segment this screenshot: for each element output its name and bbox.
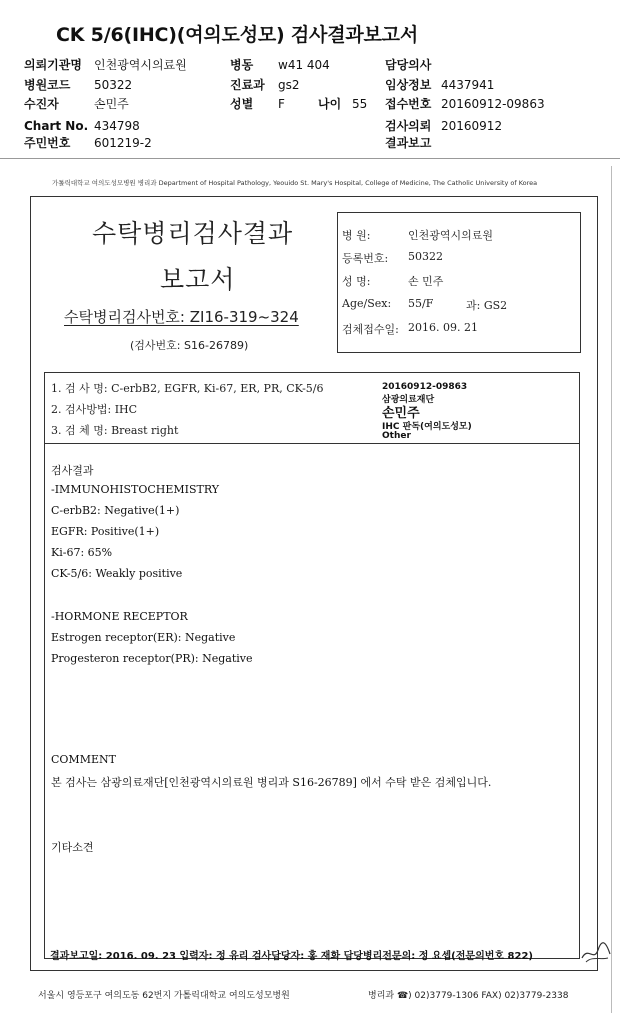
exam-info-box — [44, 372, 580, 444]
receipt-label: 접수번호 — [385, 97, 432, 111]
age-value: 55 — [352, 97, 368, 111]
org-label: 의뢰기관명 — [24, 58, 82, 72]
age-label: 나이 — [318, 97, 342, 111]
collector-label: 수진자 — [24, 97, 59, 111]
chart-label: Chart No. — [24, 119, 89, 133]
request-value: 20160912 — [441, 119, 503, 133]
report-footer: 결과보고일: 2016. 09. 23 입력자: 정 유리 검사담당자: 홍 재화 담당병리전문의: 정 요셉(전문의번호 822) — [50, 951, 533, 962]
page-title: CK 5/6(IHC)(여의도성모) 검사결과보고서 — [56, 24, 418, 46]
collector-value: 손민주 — [94, 97, 129, 111]
hospital-contact: 병리과 ☎) 02)3779-1306 FAX) 02)3779-2338 — [368, 991, 569, 1001]
result-ck56: CK-5/6: Weakly positive — [51, 567, 183, 580]
hospital-header-line: 가톨릭대학교 여의도성모병원 병리과 Department of Hospital Pathology, Yeouido St. Mary's Hospital, College of Medicine, The Catholic University of Korea — [52, 179, 538, 187]
info-hospital — [342, 227, 494, 243]
report-title-line2: 보고서 — [160, 265, 236, 294]
ward-label: 병동 — [230, 58, 254, 72]
hormone-heading: -HORMONE RECEPTOR — [51, 610, 188, 623]
sex-label: 성별 — [230, 97, 254, 111]
comment-heading: COMMENT — [51, 753, 116, 766]
info-regno-key: 등록번호: — [342, 252, 389, 265]
divider — [0, 158, 620, 159]
info-received-value: 2016. 09. 21 — [408, 321, 478, 334]
info-hospital-value: 인천광역시의료원 — [408, 229, 494, 242]
info-received — [342, 321, 478, 337]
summary-panel — [0, 0, 620, 158]
info-name — [342, 273, 444, 289]
org-value: 인천광역시의료원 — [94, 58, 187, 72]
results-box — [44, 444, 580, 959]
request-label: 검사의뢰 — [385, 119, 432, 133]
report-document — [8, 166, 612, 1011]
rrn-label: 주민번호 — [24, 136, 71, 150]
hospcode-label: 병원코드 — [24, 78, 71, 92]
doctor-label: 담당의사 — [385, 58, 432, 72]
chart-value: 434798 — [94, 119, 140, 133]
report-title-line1: 수탁병리검사결과 — [92, 219, 294, 248]
other-findings-heading: 기타소견 — [51, 841, 94, 854]
stamp-org: 삼광의료재단 — [382, 395, 435, 405]
clinical-value: 4437941 — [441, 78, 495, 92]
receipt-value: 20160912-09863 — [441, 97, 545, 111]
info-dept: 과: GS2 — [466, 299, 508, 312]
result-egfr: EGFR: Positive(1+) — [51, 525, 160, 538]
hospcode-value: 50322 — [94, 78, 133, 92]
info-name-key: 성 명: — [342, 275, 371, 288]
stamp-name: 손민주 — [382, 406, 420, 421]
info-received-key: 검체접수일: — [342, 323, 399, 336]
ward-value: w41 404 — [278, 58, 330, 72]
info-agesex-key: Age/Sex: — [342, 297, 392, 310]
report-label: 결과보고 — [385, 136, 432, 150]
dept-value: gs2 — [278, 78, 300, 92]
sex-value: F — [278, 97, 285, 111]
result-cerbb2: C-erbB2: Negative(1+) — [51, 504, 180, 517]
comment-text: 본 검사는 삼광의료재단[인천광역시의료원 병리과 S16-26789] 에서 수탁 받은 검체입니다. — [51, 776, 492, 789]
hospital-address: 서울시 영등포구 여의도동 62번지 가톨릭대학교 여의도성모병원 — [38, 991, 290, 1001]
exam-method: 2. 검사방법: IHC — [51, 403, 138, 416]
stamp-reading: IHC 판독(여의도성모) — [382, 422, 472, 432]
exam-specimen: 3. 검 체 명: Breast right — [51, 424, 179, 437]
info-agesex — [342, 297, 508, 312]
signature-mark — [580, 936, 612, 966]
reference-number: 수탁병리검사번호: ZI16-319~324 — [64, 308, 299, 326]
results-heading: 검사결과 — [51, 464, 94, 477]
exam-name: 1. 검 사 명: C-erbB2, EGFR, Ki-67, ER, PR, CK-5/6 — [51, 382, 324, 395]
info-name-value: 손 민주 — [408, 275, 444, 288]
patient-info-box — [337, 212, 581, 353]
info-agesex-value: 55/F — [408, 297, 434, 310]
result-er: Estrogen receptor(ER): Negative — [51, 631, 236, 644]
stamp-other: Other — [382, 431, 411, 441]
info-hospital-key: 병 원: — [342, 229, 371, 242]
scrollbar[interactable] — [611, 166, 620, 1013]
rrn-value: 601219-2 — [94, 136, 152, 150]
info-regno — [342, 250, 443, 266]
result-ki67: Ki-67: 65% — [51, 546, 113, 559]
dept-label: 진료과 — [230, 78, 265, 92]
info-regno-value: 50322 — [408, 250, 443, 263]
ihc-heading: -IMMUNOHISTOCHEMISTRY — [51, 483, 220, 496]
clinical-label: 임상정보 — [385, 78, 432, 92]
sub-reference-number: (검사번호: S16-26789) — [130, 339, 249, 352]
stamp-id: 20160912-09863 — [382, 382, 468, 392]
result-pr: Progesteron receptor(PR): Negative — [51, 652, 253, 665]
